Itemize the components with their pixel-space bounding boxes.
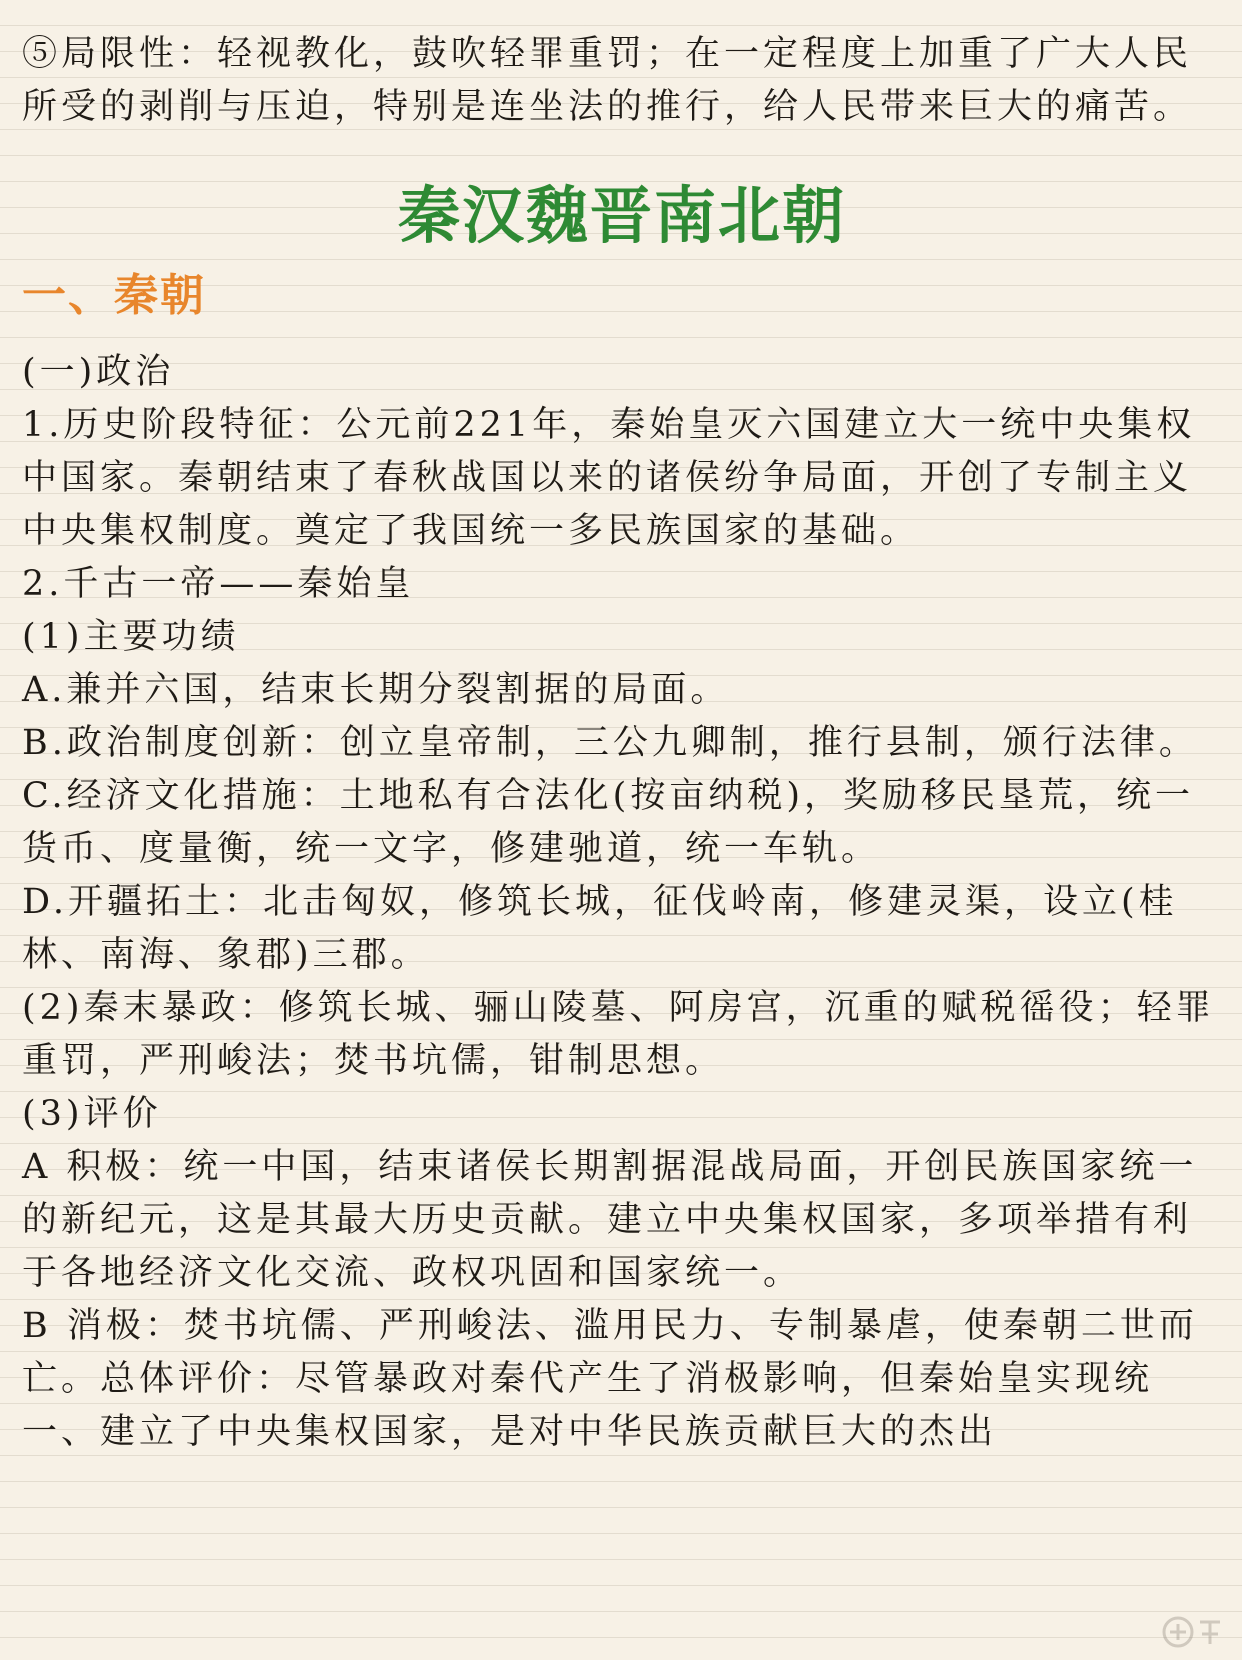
paragraph-achievement-c: C.经济文化措施：土地私有合法化(按亩纳税)，奖励移民垦荒，统一货币、度量衡，统一文字，修建驰道，统一车轨。 <box>22 776 1194 869</box>
paragraph-evaluation-positive: A 积极：统一中国，结束诸侯长期割据混战局面，开创民族国家统一的新纪元，这是其最大历史贡献。建立中央集权国家，多项举措有利于各地经济文化交流、政权巩固和国家统一。 <box>22 1147 1198 1293</box>
subheading-qin-shi-huang: 2.千古一帝——秦始皇 <box>22 564 415 604</box>
section-body <box>22 346 1222 1459</box>
main-title: 秦汉魏晋南北朝 <box>397 179 846 252</box>
section-title: 一、秦朝 <box>22 270 206 321</box>
paragraph-achievement-a: A.兼并六国，结束长期分裂割据的局面。 <box>22 670 730 710</box>
app-logo-icon <box>1158 1612 1228 1652</box>
intro-paragraph: ⑤局限性：轻视教化，鼓吹轻罪重罚；在一定程度上加重了广大人民所受的剥削与压迫，特别是连坐法的推行，给人民带来巨大的痛苦。 <box>22 34 1193 127</box>
document-page <box>22 28 1222 1459</box>
paragraph-achievement-d: D.开疆拓土：北击匈奴，修筑长城，征伐岭南，修建灵渠，设立(桂林、南海、象郡)三郡。 <box>22 882 1178 975</box>
paragraph-evaluation-negative: B 消极：焚书坑儒、严刑峻法、滥用民力、专制暴虐，使秦朝二世而亡。总体评价：尽管暴政对秦代产生了消极影响，但秦始皇实现统一、建立了中央集权国家，是对中华民族贡献巨大的杰出 <box>22 1306 1198 1452</box>
paragraph-tyranny: (2)秦末暴政：修筑长城、骊山陵墓、阿房宫，沉重的赋税徭役；轻罪重罚，严刑峻法；焚书坑儒，钳制思想。 <box>22 988 1215 1081</box>
subheading-achievements: (1)主要功绩 <box>22 617 240 657</box>
subheading-politics: (一)政治 <box>22 352 175 392</box>
paragraph-historical-features: 1.历史阶段特征：公元前221年，秦始皇灭六国建立大一统中央集权中国家。秦朝结束了春秋战国以来的诸侯纷争局面，开创了专制主义中央集权制度。奠定了我国统一多民族国家的基础。 <box>22 405 1196 551</box>
subheading-evaluation: (3)评价 <box>22 1094 162 1134</box>
paragraph-achievement-b: B.政治制度创新：创立皇帝制，三公九卿制，推行县制，颁行法律。 <box>22 723 1198 763</box>
